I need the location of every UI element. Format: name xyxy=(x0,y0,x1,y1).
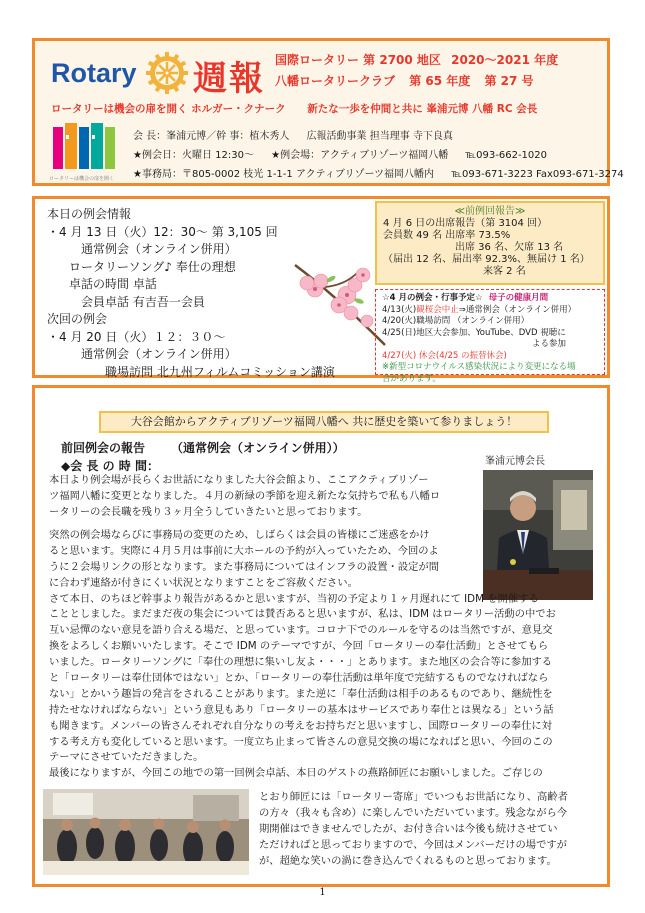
district-line xyxy=(275,51,564,68)
issue-number: 第 27 号 xyxy=(484,74,534,88)
article-line: ない」とかいう趣旨の発言をされることがあります。また逆に「奉仕活動は相手のあるものであり、継続性を xyxy=(49,687,553,700)
issue-year: 第 65 年度 xyxy=(409,74,471,88)
next-heading: 次回の例会 xyxy=(47,312,108,326)
club-name: 八幡ロータリークラブ xyxy=(275,74,396,88)
page-number: 1 xyxy=(319,887,326,898)
attendance-line-1: 4 月 6 日の出席報告（第 3104 回） xyxy=(383,218,548,229)
previous-meeting-report xyxy=(375,201,605,285)
schedule-title: ☆4 月の例会・行事予定☆ 母子の健康月間 xyxy=(382,293,549,303)
ri-theme: ロータリーは機会の扉を開く ホルガー・クナーク xyxy=(51,103,286,115)
meeting-place: ★例会場：アクティブリゾーツ福岡八幡 xyxy=(271,150,449,161)
theme-doors-logo-icon xyxy=(51,121,125,173)
article-line: さて本日、のちほど幹事より報告があるかと思いますが、当初の予定より１ヶ月遅れにて IDM を開催する xyxy=(49,592,539,605)
article-line: ツ福岡八幡に変更となりました。４月の新緑の季節を迎え新たな気持ちで私も八幡ロ xyxy=(49,489,441,502)
meeting-tel: ℡093-662-1020 xyxy=(465,150,548,161)
schedule-item-1: 4/13(火)観桜会中止⇒通常例会（オンライン併用） xyxy=(382,304,577,315)
article-line: 本日より例会場が長らくお世話になりました大谷会館より、ここアクティブリゾー xyxy=(49,474,429,486)
section-heading: 前回例会の報告 （通常例会（オンライン併用）） xyxy=(61,441,345,455)
club-line xyxy=(275,72,544,89)
next-date: ・4 月 20 日（火）１２：３０～ xyxy=(47,329,226,344)
schedule-item-2: 4/20(火)職場訪問 （オンライン併用） xyxy=(382,316,530,326)
article-line: 換をよろしくお願いいたします。そこで IDM のテーマですが、今回「ロータリーの奉仕活動」とさせてもら xyxy=(49,640,549,653)
attendance-line-4: （届出 12 名、届出率 92.3%、無届け 1 名） xyxy=(383,254,590,265)
month-theme: 母子の健康月間 xyxy=(488,293,549,303)
article-line: とおり師匠には「ロータリー寄席」でいつもお世話になり、高齢者 xyxy=(259,791,568,803)
today-speaker: 会員卓話 有吉吾一会員 xyxy=(81,294,205,309)
article-paragraph-2 xyxy=(49,528,556,782)
meeting-info-section xyxy=(32,196,610,384)
meeting-room-photo xyxy=(43,789,249,875)
office-tel: ℡093-671-3223 Fax093-671-3274 xyxy=(451,169,624,180)
next-type: 通常例会（オンライン併用） xyxy=(81,347,237,361)
today-type: 通常例会（オンライン併用） xyxy=(81,242,237,256)
rotary-logo-text: Rotary xyxy=(51,58,137,88)
prev-title: ≪前例回報告≫ xyxy=(454,206,526,217)
motto-line xyxy=(51,101,555,116)
rotary-wheel-icon xyxy=(145,51,189,95)
schedule-item-3b: よる参加 xyxy=(532,339,567,349)
masthead xyxy=(32,38,624,186)
article-line: テーマにさせていただきました。 xyxy=(49,751,204,764)
newsletter-title: 週報 xyxy=(193,59,265,99)
article-line: 持たせなければならない」という意見もあり「ロータリーの基本はサービスであり奉仕とは異なる」という話 xyxy=(49,703,554,716)
article-line: に合わず連絡が付きにくい状況となりますことをご容赦ください。 xyxy=(49,576,358,589)
district: 国際ロータリー 第 2700 地区 xyxy=(275,53,441,67)
article-line: が、超絶な笑いの渦に巻き込んでくれるものと思っております。 xyxy=(259,854,557,867)
article-paragraph-3 xyxy=(259,790,568,869)
article-line: ると思います。実際に４月５月は事前に大ホールの予約が入っていたため、今回のよ xyxy=(49,544,439,557)
article-line: ータリーの会長職を残り３ヶ月全うしていきたいと思っております。 xyxy=(49,505,368,518)
schedule-note-1: ※新型コロナウイルス感染状況により変更になる場 xyxy=(382,362,576,372)
today-date: ・4 月 13 日（火）12：30～ 第 3,105 回 xyxy=(47,224,278,239)
april-schedule xyxy=(375,289,605,384)
article-line: する考え方も変化していると思います。一度立ち止まって皆さんの意見交換の場になればと思い、今回のこの xyxy=(49,735,553,748)
attendance-line-5: 来客 2 名 xyxy=(483,266,526,277)
pr-director: 広報活動事業 担当理事 寺下良真 xyxy=(306,131,453,142)
today-song: ロータリーソング♪ 奉仕の理想 xyxy=(69,259,236,274)
schedule-item-3: 4/25(日)地区大会参加、YouTube、DVD 視聴に xyxy=(382,327,566,338)
attendance-line-2: 会員数 49 名 出席率 73.5% xyxy=(383,230,511,241)
article-line: 最後になりますが、今回この地での第一回例会卓話、本日のゲストの燕路師匠にお願いしました。ご存じの xyxy=(49,767,543,780)
article-line: も聞きます。メンバーの皆さんそれぞれ自分なりの考えをお持ちだと思いますし、国際ロータリーの奉仕に対 xyxy=(49,719,552,732)
article-line: 期開催はできませんでしたが、お付き合いは今後も続けさせてい xyxy=(259,822,558,835)
fiscal-year: 2020～2021 年度 xyxy=(451,53,559,67)
attendance-line-3: 出席 36 名、欠席 13 名 xyxy=(455,242,564,253)
article-line: 突然の例会場ならびに事務局の変更のため、しばらくは会員の皆様にご迷惑をかけ xyxy=(49,529,430,541)
article-line: と「ロータリーは奉仕団体ではない」とか、「ロータリーの奉仕活動は単年度で完結するものでなければなら xyxy=(49,672,549,685)
article-line: こととしました。まだまだ夜の集会については賛否あると思いますが、私は、IDM はロータリー活動の中でお xyxy=(49,608,556,621)
office-address: ★事務局：〒805-0002 枝光 1-1-1 アクティブリゾーツ福岡八幡内 xyxy=(133,169,435,180)
next-visit: 職場訪問 北九州フィルムコミッション講演 xyxy=(105,364,335,379)
article-paragraph-1 xyxy=(49,473,440,521)
article-section xyxy=(32,385,610,887)
meeting-day: ★例会日：火曜日 12:30～ xyxy=(133,150,254,161)
officers: 会 長：峯浦元博／幹 事：植木秀人 xyxy=(133,131,290,142)
article-line: いました。ロータリーソングに「奉仕の理想に集いし友よ・・・」とあります。また地区の会合等に参加する xyxy=(49,656,553,669)
photo-caption: 峯浦元博会長 xyxy=(485,456,545,467)
article-line: うに２会場リンクの形となります。また事務局についてはインフラの設置・設定が間 xyxy=(49,560,440,573)
today-talk-time: 卓話の時間 卓話 xyxy=(69,277,157,291)
president-time-heading: ◆会 長 の 時 間： xyxy=(61,459,159,473)
article-line: 互い忌憚のない意見を語り合える場だ、と思っています。コロナ下でのルールを守るのは当然ですが、意見交 xyxy=(49,624,553,637)
article-line: ただければと思っておりますので、今回はメンバーだけの場ですが xyxy=(259,838,567,851)
article-banner: 大谷会館からアクティブリゾーツ福岡八幡へ 共に歴史を築いて参りましょう！ xyxy=(99,411,549,433)
article-line: の方々（我々も含め）に楽しんでいただいています。残念ながら今 xyxy=(259,806,568,819)
today-heading: 本日の例会情報 xyxy=(47,207,132,221)
doors-caption: ロータリーは機会の扉を開く xyxy=(49,176,115,182)
office-line xyxy=(133,165,638,180)
meeting-line xyxy=(133,146,561,161)
club-theme: 新たな一歩を仲間と共に 峯浦元博 八幡 RC 会長 xyxy=(307,103,538,115)
schedule-item-4: 4/27(火) 休会(4/25 の振替休会) xyxy=(382,350,507,361)
officers-line xyxy=(133,127,467,142)
schedule-note-2: 合があります。 xyxy=(382,373,441,384)
